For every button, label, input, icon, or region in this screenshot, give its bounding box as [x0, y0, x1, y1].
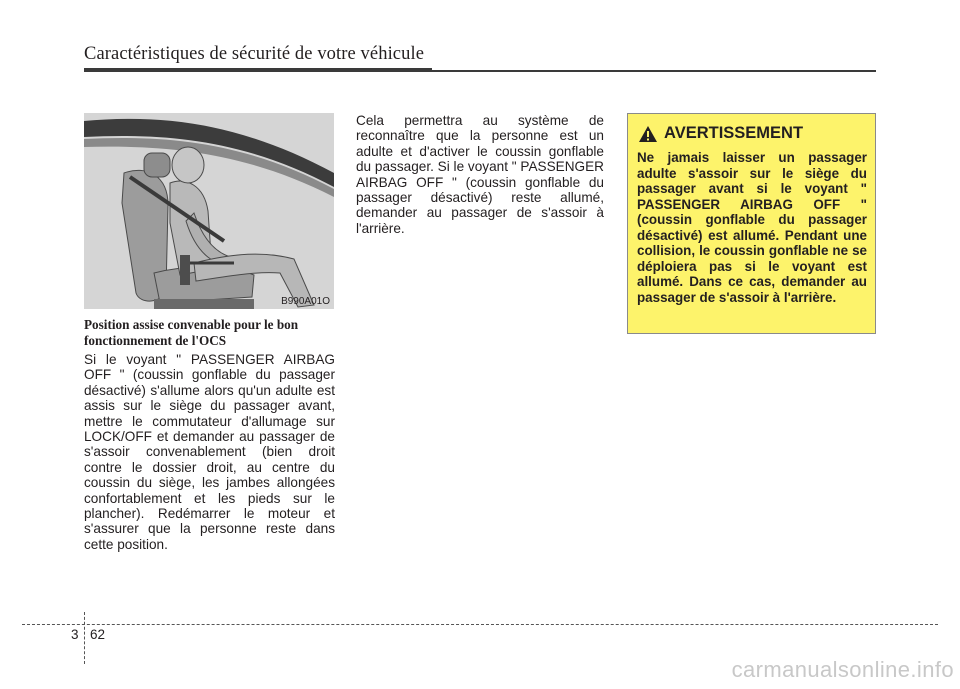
page-number: 62 [90, 627, 106, 642]
header-title: Caractéristiques de sécurité de votre véhicule [84, 44, 425, 64]
seating-figure [84, 113, 334, 309]
warning-box [627, 113, 876, 334]
column1-paragraph: Si le voyant " PASSENGER AIRBAG OFF " (coussin gonflable du passager désactivé) s'allume alors qu'un adulte est assis sur le siège du passager avant, mettre le commutateur d'allumage sur LOCK/OFF et demander au passager de s'assoir convenablement (bien droit contre le dossier droit, au centre du coussin du siège, les jambes allongées confortablement et les pieds sur le plancher). Redémarrer le moteur et s'assurer que la personne reste dans cette position. [84, 352, 335, 552]
watermark: carmanualsonline.info [731, 657, 954, 682]
warning-header [638, 124, 803, 143]
header-rule-thin [432, 70, 876, 72]
page-section: 3 [71, 627, 79, 642]
column2-paragraph: Cela permettra au système de reconnaître que la personne est un adulte et d'activer le coussin gonflable du passager. Si le voyant " PASSENGER AIRBAG OFF " (coussin gonflable du passager désactivé) reste allumé, demander au passager de s'assoir à l'arrière. [356, 113, 604, 236]
footer-rule [22, 624, 938, 625]
figure-code: B990A01O [281, 296, 330, 307]
figure-caption: Position assise convenable pour le bon fonctionnement de l'OCS [84, 317, 299, 348]
header-rule-thick [84, 68, 432, 72]
warning-title: AVERTISSEMENT [664, 124, 804, 142]
warning-text: Ne jamais laisser un passager adulte s'assoir sur le siège du passager avant si le voyant " PASSENGER AIRBAG OFF " (coussin gonflable du passager désactivé) est allumé. Pendant une collision, le coussin gonflable ne se déploiera pas si le voyant est allumé. Dans ce cas, demander au passager de s'assoir à l'arrière. [637, 150, 867, 305]
seated-passenger-illustration [84, 113, 334, 309]
warning-triangle-icon [638, 125, 658, 143]
footer-divider [84, 612, 85, 664]
